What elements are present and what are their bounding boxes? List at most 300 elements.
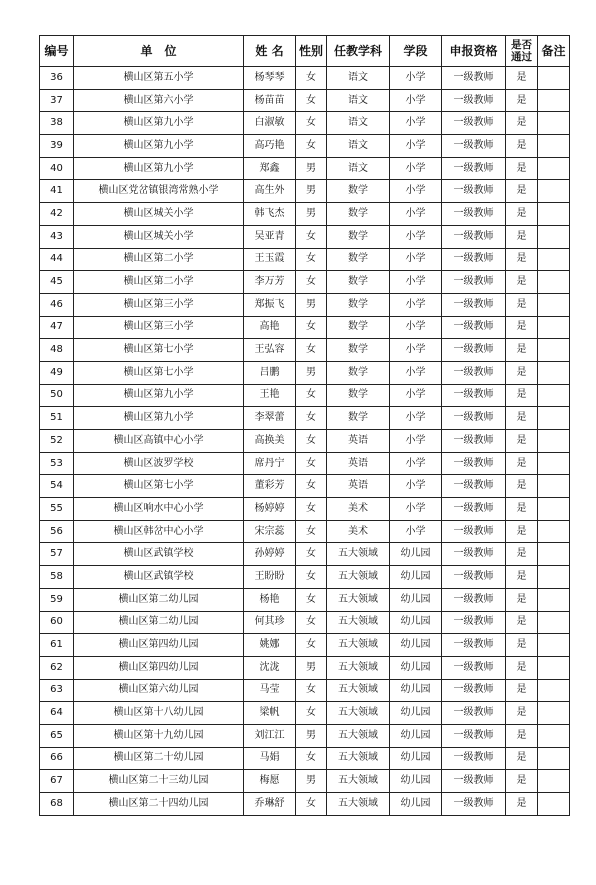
- table-body: [40, 67, 570, 816]
- cell-qualification: 一级教师: [442, 67, 506, 90]
- table-row: [40, 520, 570, 543]
- cell-id: 48: [40, 339, 74, 362]
- cell-remark: [538, 475, 570, 498]
- cell-remark: [538, 543, 570, 566]
- cell-subject: 语文: [327, 135, 390, 158]
- cell-remark: [538, 452, 570, 475]
- cell-qualification: 一级教师: [442, 271, 506, 294]
- teacher-table: [39, 35, 570, 816]
- table-row: [40, 339, 570, 362]
- cell-unit: 横山区城关小学: [74, 225, 244, 248]
- cell-id: 55: [40, 498, 74, 521]
- header-passed: 是否通过: [506, 36, 538, 67]
- cell-unit: 横山区第六幼儿园: [74, 679, 244, 702]
- cell-stage: 小学: [390, 135, 442, 158]
- cell-remark: [538, 702, 570, 725]
- cell-unit: 横山区武镇学校: [74, 543, 244, 566]
- header-qualification: 申报资格: [442, 36, 506, 67]
- table-row: [40, 157, 570, 180]
- table-row: [40, 656, 570, 679]
- cell-subject: 数学: [327, 316, 390, 339]
- cell-qualification: 一级教师: [442, 339, 506, 362]
- cell-passed: 是: [506, 248, 538, 271]
- cell-passed: 是: [506, 384, 538, 407]
- cell-stage: 幼儿园: [390, 702, 442, 725]
- cell-passed: 是: [506, 679, 538, 702]
- cell-subject: 五大领域: [327, 656, 390, 679]
- cell-subject: 五大领域: [327, 634, 390, 657]
- cell-id: 52: [40, 430, 74, 453]
- cell-stage: 小学: [390, 112, 442, 135]
- cell-gender: 女: [296, 634, 327, 657]
- table-row: [40, 293, 570, 316]
- table-row: [40, 135, 570, 158]
- cell-stage: 幼儿园: [390, 724, 442, 747]
- cell-gender: 女: [296, 566, 327, 589]
- cell-qualification: 一级教师: [442, 543, 506, 566]
- cell-subject: 数学: [327, 407, 390, 430]
- cell-stage: 幼儿园: [390, 656, 442, 679]
- cell-gender: 女: [296, 135, 327, 158]
- teacher-list-sheet: [39, 35, 569, 816]
- cell-name: 董彩芳: [244, 475, 296, 498]
- table-row: [40, 407, 570, 430]
- cell-remark: [538, 498, 570, 521]
- cell-remark: [538, 566, 570, 589]
- cell-stage: 小学: [390, 384, 442, 407]
- cell-unit: 横山区第二幼儿园: [74, 611, 244, 634]
- cell-remark: [538, 89, 570, 112]
- cell-id: 36: [40, 67, 74, 90]
- cell-stage: 幼儿园: [390, 679, 442, 702]
- cell-gender: 女: [296, 498, 327, 521]
- cell-qualification: 一级教师: [442, 135, 506, 158]
- cell-unit: 横山区第二小学: [74, 271, 244, 294]
- cell-id: 41: [40, 180, 74, 203]
- cell-qualification: 一级教师: [442, 361, 506, 384]
- cell-remark: [538, 293, 570, 316]
- table-row: [40, 452, 570, 475]
- cell-gender: 女: [296, 702, 327, 725]
- cell-unit: 横山区第十九幼儿园: [74, 724, 244, 747]
- header-stage: 学段: [390, 36, 442, 67]
- cell-qualification: 一级教师: [442, 588, 506, 611]
- cell-unit: 横山区第二小学: [74, 248, 244, 271]
- cell-unit: 横山区第二十四幼儿园: [74, 793, 244, 816]
- table-row: [40, 316, 570, 339]
- cell-qualification: 一级教师: [442, 293, 506, 316]
- cell-qualification: 一级教师: [442, 203, 506, 226]
- cell-passed: 是: [506, 430, 538, 453]
- cell-gender: 女: [296, 89, 327, 112]
- cell-gender: 女: [296, 339, 327, 362]
- cell-name: 何其珍: [244, 611, 296, 634]
- cell-stage: 小学: [390, 316, 442, 339]
- cell-stage: 小学: [390, 430, 442, 453]
- cell-id: 38: [40, 112, 74, 135]
- cell-passed: 是: [506, 543, 538, 566]
- cell-stage: 小学: [390, 271, 442, 294]
- cell-remark: [538, 588, 570, 611]
- cell-name: 王艳: [244, 384, 296, 407]
- cell-qualification: 一级教师: [442, 407, 506, 430]
- cell-name: 席丹宁: [244, 452, 296, 475]
- cell-subject: 五大领域: [327, 702, 390, 725]
- cell-subject: 数学: [327, 180, 390, 203]
- cell-qualification: 一级教师: [442, 180, 506, 203]
- cell-gender: 女: [296, 475, 327, 498]
- cell-gender: 女: [296, 793, 327, 816]
- cell-id: 65: [40, 724, 74, 747]
- cell-subject: 五大领域: [327, 747, 390, 770]
- cell-id: 54: [40, 475, 74, 498]
- cell-remark: [538, 747, 570, 770]
- cell-qualification: 一级教师: [442, 430, 506, 453]
- cell-stage: 小学: [390, 407, 442, 430]
- cell-id: 49: [40, 361, 74, 384]
- cell-id: 68: [40, 793, 74, 816]
- cell-unit: 横山区武镇学校: [74, 566, 244, 589]
- cell-gender: 女: [296, 407, 327, 430]
- cell-unit: 横山区第九小学: [74, 384, 244, 407]
- table-row: [40, 679, 570, 702]
- cell-gender: 女: [296, 112, 327, 135]
- cell-subject: 英语: [327, 452, 390, 475]
- header-row: [40, 36, 570, 67]
- cell-stage: 幼儿园: [390, 634, 442, 657]
- cell-passed: 是: [506, 339, 538, 362]
- cell-gender: 女: [296, 67, 327, 90]
- cell-id: 42: [40, 203, 74, 226]
- cell-subject: 数学: [327, 384, 390, 407]
- cell-passed: 是: [506, 89, 538, 112]
- cell-passed: 是: [506, 293, 538, 316]
- table-row: [40, 770, 570, 793]
- cell-name: 马娟: [244, 747, 296, 770]
- cell-name: 郑鑫: [244, 157, 296, 180]
- cell-gender: 女: [296, 430, 327, 453]
- cell-passed: 是: [506, 634, 538, 657]
- cell-passed: 是: [506, 520, 538, 543]
- cell-subject: 语文: [327, 112, 390, 135]
- cell-remark: [538, 430, 570, 453]
- cell-stage: 小学: [390, 203, 442, 226]
- cell-passed: 是: [506, 747, 538, 770]
- cell-gender: 女: [296, 611, 327, 634]
- cell-name: 马莹: [244, 679, 296, 702]
- cell-passed: 是: [506, 498, 538, 521]
- cell-id: 53: [40, 452, 74, 475]
- cell-name: 李翠蕾: [244, 407, 296, 430]
- cell-gender: 女: [296, 452, 327, 475]
- cell-gender: 女: [296, 271, 327, 294]
- cell-name: 刘江江: [244, 724, 296, 747]
- cell-unit: 横山区第九小学: [74, 135, 244, 158]
- cell-gender: 女: [296, 520, 327, 543]
- cell-id: 61: [40, 634, 74, 657]
- table-row: [40, 702, 570, 725]
- cell-stage: 小学: [390, 339, 442, 362]
- cell-remark: [538, 407, 570, 430]
- cell-qualification: 一级教师: [442, 679, 506, 702]
- cell-name: 乔琳舒: [244, 793, 296, 816]
- cell-passed: 是: [506, 793, 538, 816]
- cell-remark: [538, 724, 570, 747]
- cell-qualification: 一级教师: [442, 157, 506, 180]
- cell-id: 39: [40, 135, 74, 158]
- cell-name: 白淑敏: [244, 112, 296, 135]
- table-row: [40, 793, 570, 816]
- table-row: [40, 203, 570, 226]
- cell-passed: 是: [506, 135, 538, 158]
- cell-id: 46: [40, 293, 74, 316]
- cell-remark: [538, 520, 570, 543]
- cell-name: 梁帆: [244, 702, 296, 725]
- cell-passed: 是: [506, 407, 538, 430]
- cell-stage: 小学: [390, 89, 442, 112]
- cell-unit: 横山区第四幼儿园: [74, 634, 244, 657]
- table-row: [40, 588, 570, 611]
- table-row: [40, 248, 570, 271]
- cell-qualification: 一级教师: [442, 475, 506, 498]
- cell-unit: 横山区第二十幼儿园: [74, 747, 244, 770]
- cell-unit: 横山区波罗学校: [74, 452, 244, 475]
- cell-name: 杨艳: [244, 588, 296, 611]
- header-unit: 单 位: [74, 36, 244, 67]
- cell-qualification: 一级教师: [442, 520, 506, 543]
- cell-name: 杨苗苗: [244, 89, 296, 112]
- cell-remark: [538, 611, 570, 634]
- cell-passed: 是: [506, 588, 538, 611]
- cell-name: 沈泷: [244, 656, 296, 679]
- table-row: [40, 225, 570, 248]
- cell-name: 王弘容: [244, 339, 296, 362]
- cell-stage: 小学: [390, 248, 442, 271]
- cell-gender: 女: [296, 316, 327, 339]
- table-row: [40, 724, 570, 747]
- cell-name: 高巧艳: [244, 135, 296, 158]
- cell-name: 杨婷婷: [244, 498, 296, 521]
- cell-qualification: 一级教师: [442, 611, 506, 634]
- cell-subject: 数学: [327, 293, 390, 316]
- cell-gender: 男: [296, 361, 327, 384]
- cell-qualification: 一级教师: [442, 316, 506, 339]
- cell-subject: 数学: [327, 339, 390, 362]
- cell-qualification: 一级教师: [442, 702, 506, 725]
- cell-remark: [538, 67, 570, 90]
- cell-remark: [538, 157, 570, 180]
- cell-name: 孙婷婷: [244, 543, 296, 566]
- cell-id: 57: [40, 543, 74, 566]
- cell-name: 李万芳: [244, 271, 296, 294]
- cell-gender: 男: [296, 770, 327, 793]
- cell-subject: 五大领域: [327, 588, 390, 611]
- cell-subject: 五大领域: [327, 724, 390, 747]
- cell-gender: 女: [296, 588, 327, 611]
- table-row: [40, 566, 570, 589]
- cell-remark: [538, 225, 570, 248]
- cell-unit: 横山区第九小学: [74, 157, 244, 180]
- cell-passed: 是: [506, 361, 538, 384]
- cell-qualification: 一级教师: [442, 770, 506, 793]
- cell-stage: 幼儿园: [390, 793, 442, 816]
- cell-stage: 小学: [390, 157, 442, 180]
- cell-unit: 横山区第四幼儿园: [74, 656, 244, 679]
- cell-stage: 幼儿园: [390, 770, 442, 793]
- cell-remark: [538, 339, 570, 362]
- cell-stage: 小学: [390, 520, 442, 543]
- cell-unit: 横山区高镇中心小学: [74, 430, 244, 453]
- cell-remark: [538, 656, 570, 679]
- cell-name: 梅愿: [244, 770, 296, 793]
- cell-qualification: 一级教师: [442, 498, 506, 521]
- cell-stage: 幼儿园: [390, 588, 442, 611]
- table-row: [40, 543, 570, 566]
- cell-subject: 美术: [327, 520, 390, 543]
- table-row: [40, 361, 570, 384]
- cell-passed: 是: [506, 566, 538, 589]
- cell-stage: 小学: [390, 180, 442, 203]
- cell-passed: 是: [506, 112, 538, 135]
- cell-qualification: 一级教师: [442, 89, 506, 112]
- cell-name: 杨琴琴: [244, 67, 296, 90]
- cell-passed: 是: [506, 225, 538, 248]
- cell-unit: 横山区第五小学: [74, 67, 244, 90]
- table-row: [40, 384, 570, 407]
- header-name: 姓 名: [244, 36, 296, 67]
- cell-id: 45: [40, 271, 74, 294]
- cell-id: 67: [40, 770, 74, 793]
- cell-passed: 是: [506, 724, 538, 747]
- cell-id: 40: [40, 157, 74, 180]
- cell-subject: 五大领域: [327, 566, 390, 589]
- table-row: [40, 747, 570, 770]
- cell-id: 51: [40, 407, 74, 430]
- cell-remark: [538, 271, 570, 294]
- table-row: [40, 475, 570, 498]
- cell-subject: 五大领域: [327, 611, 390, 634]
- cell-name: 高换美: [244, 430, 296, 453]
- cell-remark: [538, 679, 570, 702]
- cell-subject: 数学: [327, 248, 390, 271]
- cell-remark: [538, 203, 570, 226]
- cell-id: 63: [40, 679, 74, 702]
- cell-stage: 幼儿园: [390, 747, 442, 770]
- cell-remark: [538, 770, 570, 793]
- cell-remark: [538, 135, 570, 158]
- header-remark: 备注: [538, 36, 570, 67]
- cell-unit: 横山区第十八幼儿园: [74, 702, 244, 725]
- header-id: 编号: [40, 36, 74, 67]
- cell-stage: 小学: [390, 67, 442, 90]
- cell-unit: 横山区第七小学: [74, 475, 244, 498]
- cell-name: 吕鹏: [244, 361, 296, 384]
- cell-gender: 男: [296, 180, 327, 203]
- cell-stage: 小学: [390, 361, 442, 384]
- cell-id: 50: [40, 384, 74, 407]
- table-row: [40, 112, 570, 135]
- cell-name: 韩飞杰: [244, 203, 296, 226]
- cell-qualification: 一级教师: [442, 112, 506, 135]
- cell-name: 高艳: [244, 316, 296, 339]
- cell-gender: 男: [296, 157, 327, 180]
- cell-remark: [538, 248, 570, 271]
- cell-passed: 是: [506, 770, 538, 793]
- cell-remark: [538, 361, 570, 384]
- cell-unit: 横山区韩岔中心小学: [74, 520, 244, 543]
- cell-passed: 是: [506, 157, 538, 180]
- cell-qualification: 一级教师: [442, 566, 506, 589]
- cell-passed: 是: [506, 180, 538, 203]
- table-row: [40, 271, 570, 294]
- cell-id: 44: [40, 248, 74, 271]
- cell-passed: 是: [506, 67, 538, 90]
- cell-name: 郑振飞: [244, 293, 296, 316]
- cell-id: 62: [40, 656, 74, 679]
- cell-remark: [538, 634, 570, 657]
- cell-qualification: 一级教师: [442, 724, 506, 747]
- table-row: [40, 180, 570, 203]
- cell-stage: 幼儿园: [390, 543, 442, 566]
- cell-subject: 五大领域: [327, 543, 390, 566]
- cell-unit: 横山区第六小学: [74, 89, 244, 112]
- header-gender: 性别: [296, 36, 327, 67]
- cell-unit: 横山区第三小学: [74, 316, 244, 339]
- cell-passed: 是: [506, 702, 538, 725]
- table-row: [40, 611, 570, 634]
- cell-id: 59: [40, 588, 74, 611]
- table-row: [40, 67, 570, 90]
- cell-remark: [538, 316, 570, 339]
- cell-gender: 女: [296, 384, 327, 407]
- cell-passed: 是: [506, 475, 538, 498]
- cell-qualification: 一级教师: [442, 747, 506, 770]
- cell-remark: [538, 384, 570, 407]
- table-row: [40, 430, 570, 453]
- cell-gender: 男: [296, 203, 327, 226]
- cell-qualification: 一级教师: [442, 634, 506, 657]
- cell-gender: 男: [296, 656, 327, 679]
- cell-id: 56: [40, 520, 74, 543]
- cell-stage: 小学: [390, 452, 442, 475]
- cell-name: 王盼盼: [244, 566, 296, 589]
- cell-gender: 女: [296, 225, 327, 248]
- cell-unit: 横山区第二十三幼儿园: [74, 770, 244, 793]
- table-row: [40, 89, 570, 112]
- cell-id: 58: [40, 566, 74, 589]
- cell-qualification: 一级教师: [442, 793, 506, 816]
- cell-stage: 小学: [390, 225, 442, 248]
- cell-id: 64: [40, 702, 74, 725]
- cell-passed: 是: [506, 203, 538, 226]
- header-subject: 任教学科: [327, 36, 390, 67]
- cell-stage: 小学: [390, 293, 442, 316]
- cell-subject: 数学: [327, 203, 390, 226]
- cell-unit: 横山区第三小学: [74, 293, 244, 316]
- cell-unit: 横山区第九小学: [74, 112, 244, 135]
- cell-id: 43: [40, 225, 74, 248]
- cell-gender: 女: [296, 543, 327, 566]
- cell-gender: 女: [296, 248, 327, 271]
- cell-unit: 横山区第七小学: [74, 361, 244, 384]
- cell-subject: 五大领域: [327, 679, 390, 702]
- cell-subject: 美术: [327, 498, 390, 521]
- cell-gender: 男: [296, 724, 327, 747]
- cell-qualification: 一级教师: [442, 452, 506, 475]
- cell-subject: 语文: [327, 89, 390, 112]
- cell-passed: 是: [506, 452, 538, 475]
- cell-id: 60: [40, 611, 74, 634]
